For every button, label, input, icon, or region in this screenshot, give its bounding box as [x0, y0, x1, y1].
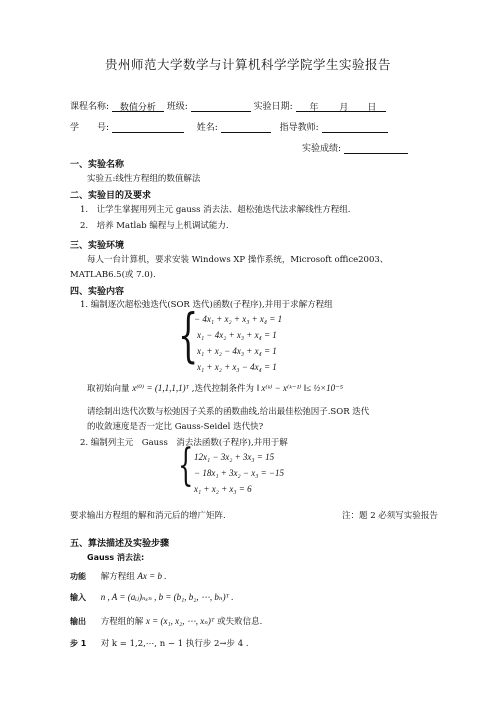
section4-item-1: 1. 编制逐次超松弛迭代(SOR 迭代)函数(子程序),并用于求解方程组: [80, 300, 333, 310]
student-row: [70, 120, 388, 133]
function-math: Ax = b .: [137, 571, 167, 581]
step1-row: [70, 637, 249, 649]
gauss-subheading: Gauss 消去法:: [87, 553, 145, 562]
section1-heading: 一、实验名称: [70, 160, 125, 170]
section4-heading: 四、实验内容: [70, 287, 125, 297]
system1-eq-3: x₁ + x₂ − 4x₃ + x₄ = 1: [197, 346, 277, 356]
year-label: 年: [309, 103, 319, 113]
note-line-2: 的收敛速度是否一定比 Gauss-Seidel 迭代快?: [87, 422, 264, 432]
section2-item-1: 1. 让学生掌握用列主元 gauss 消去法、超松弛迭代法求解线性方程组.: [80, 205, 351, 215]
name-label: 姓名:: [196, 123, 218, 133]
output-tail: 或失败信息.: [217, 617, 263, 627]
score-field: [344, 142, 408, 154]
system1-eq-2: x₁ − 4x₂ + x₃ + x₄ = 1: [197, 330, 277, 340]
init-mid: ,迭代控制条件为: [191, 384, 254, 394]
system2-eq-3: x₁ + x₂ + x₃ = 6: [194, 484, 252, 494]
student-id-label: 学 号:: [70, 123, 110, 133]
report-note: 注：题 2 必须写实验报告: [342, 511, 438, 521]
section2-heading: 二、实验目的及要求: [70, 191, 152, 201]
system1-brace: {: [178, 301, 199, 369]
system2-brace: {: [178, 440, 194, 491]
name-field: [221, 121, 271, 133]
output-text: 方程组的解: [100, 617, 144, 627]
input-label: 输入: [70, 593, 86, 602]
teacher-field: [322, 121, 388, 133]
init-vector: x⁽⁰⁾ = (1,1,1,1)ᵀ: [132, 383, 190, 393]
input-row: [70, 592, 234, 603]
init-line: [87, 382, 343, 394]
requirement-text: 要求输出方程组的解和消元后的增广矩阵.: [70, 511, 226, 521]
step1-text: 对 k = 1,2,⋯, n − 1 执行步 2→步 4 .: [100, 639, 249, 649]
section5-heading: 五、算法描述及实验步骤: [70, 539, 170, 549]
month-label: 月: [339, 103, 349, 113]
output-math: x = (x₁, x₂, ⋯, xₙ)ᵀ: [145, 616, 215, 626]
course-value: 数值分析: [112, 100, 164, 112]
function-row: [70, 570, 167, 582]
day-label: 日: [367, 103, 377, 113]
student-id-field: [112, 121, 184, 133]
course-label: 课程名称:: [70, 102, 110, 112]
score-label: 实验成绩:: [302, 144, 342, 154]
date-field: [296, 100, 386, 112]
system1-eq-4: x₁ + x₂ + x₃ − 4x₄ = 1: [197, 362, 277, 372]
section2-item-2: 2. 培养 Matlab 编程与上机调试能力.: [80, 221, 229, 231]
section3-heading: 三、实验环境: [70, 241, 125, 251]
init-condition: ‖ x⁽ᵏ⁾ − x⁽ᵏ⁻¹⁾ ‖≤ ½×10⁻⁵: [256, 383, 344, 393]
section4-item-2: 2. 编制列主元 Gauss 消去法函数(子程序),并用于解: [80, 438, 288, 448]
teacher-label: 指导教师:: [279, 123, 319, 133]
section1-text: 实验五:线性方程组的数值解法: [87, 174, 201, 184]
section3-line-1: 每人一台计算机，要求安装 Windows XP 操作系统，Microsoft office2003、: [87, 255, 389, 265]
section3-line-2: MATLAB6.5(或 7.0).: [70, 270, 156, 280]
system2-eq-2: − 18x₁ + 3x₂ − x₃ = −15: [194, 468, 284, 478]
report-title: 贵州师范大学数学与计算机科学学院学生实验报告: [104, 57, 391, 72]
output-label: 输出: [70, 617, 86, 626]
output-row: [70, 615, 262, 627]
class-field: [191, 100, 251, 112]
note-line-1: 请绘制出迭代次数与松弛因子关系的函数曲线,给出最佳松弛因子.SOR 迭代: [87, 407, 370, 417]
init-pre: 取初始向量: [87, 384, 130, 394]
class-label: 班级:: [166, 102, 188, 112]
system2-eq-1: 12x₁ − 3x₂ + 3x₃ = 15: [194, 452, 275, 462]
course-row: [70, 99, 386, 112]
input-math: n , A = (aᵢⱼ)ₙₓₙ , b = (b₁, b₂, ⋯, bₙ)ᵀ .: [100, 592, 234, 602]
system1-eq-1: − 4x₁ + x₂ + x₃ + x₄ = 1: [194, 314, 283, 324]
score-row: [302, 141, 408, 154]
date-label: 实验日期:: [253, 102, 293, 112]
step1-label: 步 1: [70, 639, 87, 648]
function-text: 解方程组: [100, 572, 135, 582]
function-label: 功能: [70, 572, 86, 581]
